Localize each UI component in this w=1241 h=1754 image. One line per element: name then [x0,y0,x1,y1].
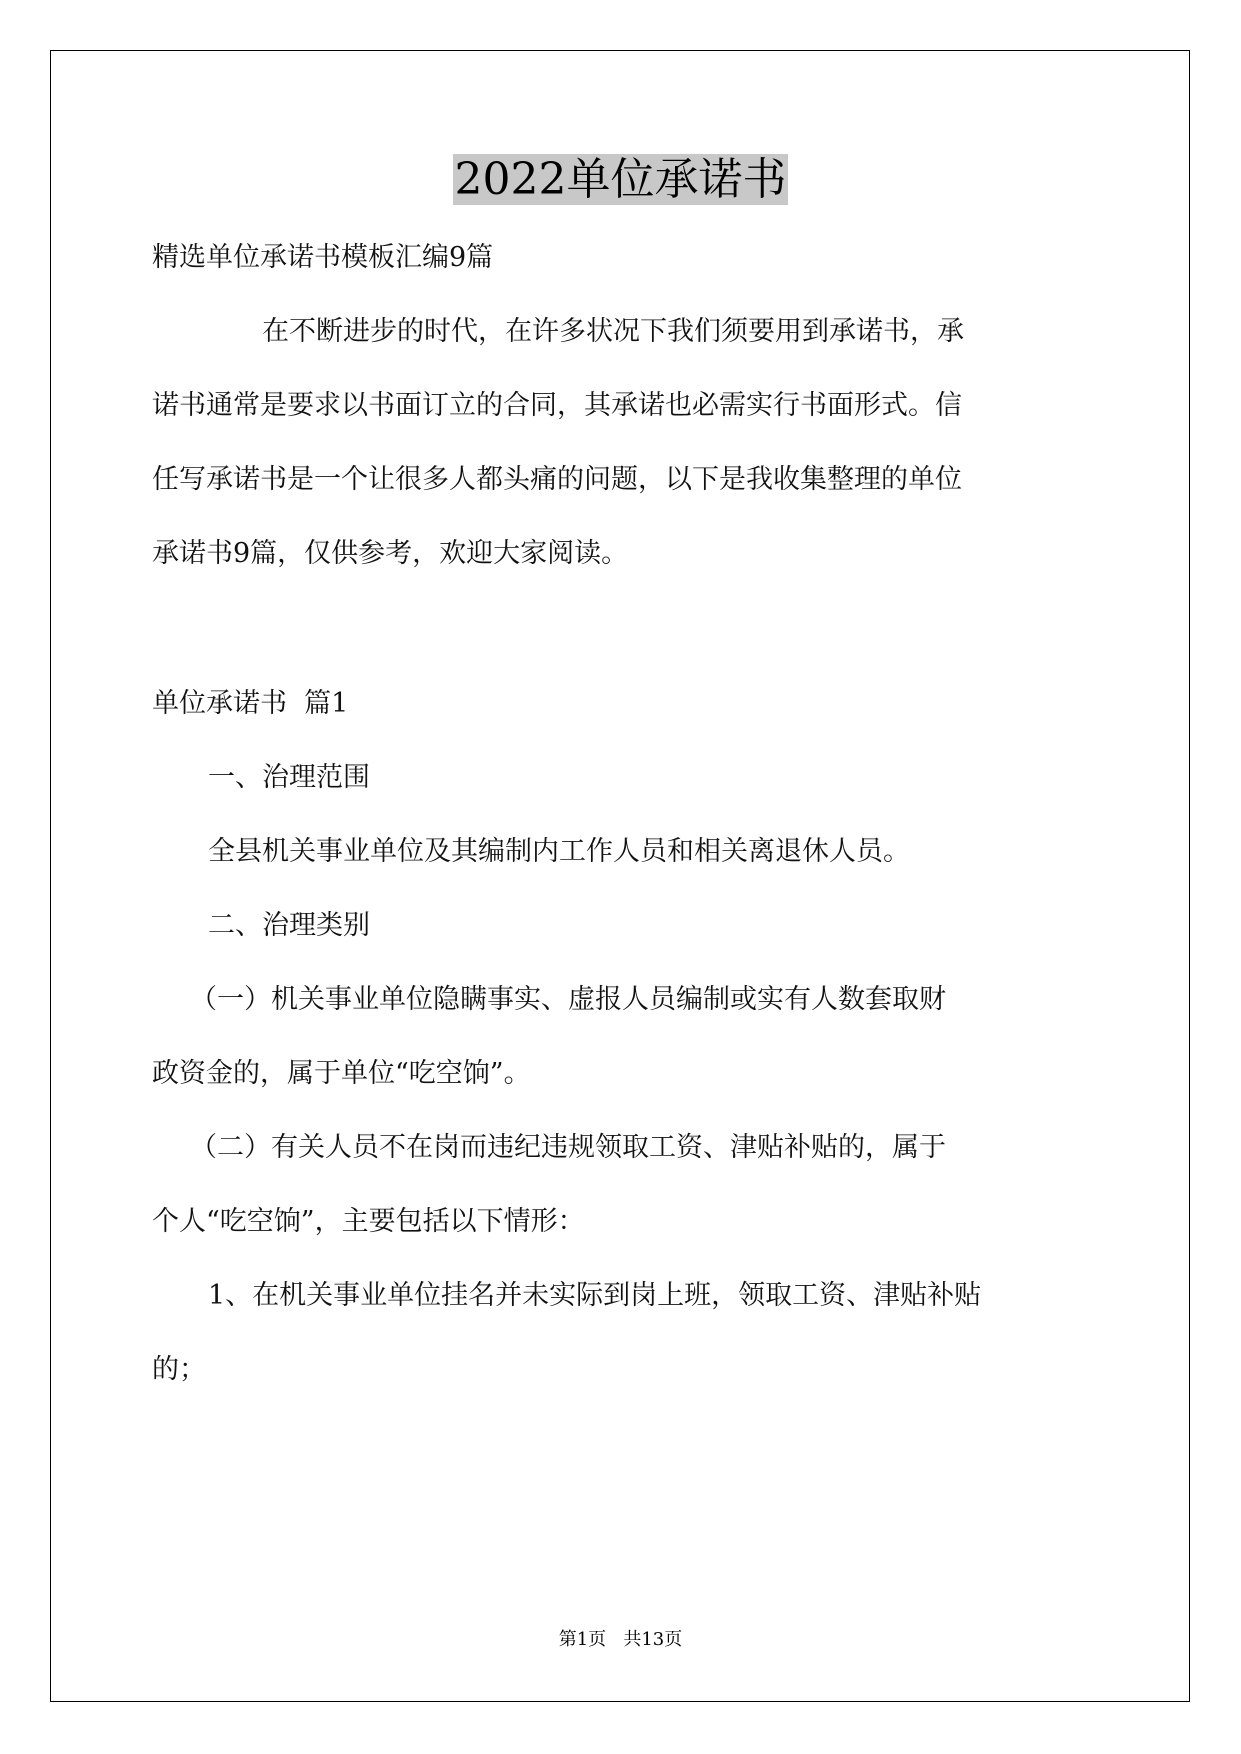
item1-line-2: 政资金的，属于单位“吃空饷”。 [152,1058,531,1089]
section1-title: 一、治理范围 [208,762,370,793]
item3-line-2: 的； [152,1354,206,1385]
subtitle: 精选单位承诺书模板汇编9篇 [152,242,494,273]
section-heading: 单位承诺书 篇1 [152,688,349,719]
item3-line-1: 1、在机关事业单位挂名并未实际到岗上班，领取工资、津贴补贴 [208,1280,982,1311]
page-footer: 第1页 共13页 [558,1629,683,1650]
item1-line-1: （一）机关事业单位隐瞒事实、虚报人员编制或实有人数套取财 [190,984,946,1015]
section2-title: 二、治理类别 [208,910,370,941]
item2-line-1: （二）有关人员不在岗而违纪违规领取工资、津贴补贴的，属于 [190,1132,946,1163]
intro-line-2: 诺书通常是要求以书面订立的合同，其承诺也必需实行书面形式。信 [152,390,962,421]
section1-text: 全县机关事业单位及其编制内工作人员和相关离退休人员。 [208,836,910,867]
intro-line-3: 任写承诺书是一个让很多人都头痛的问题，以下是我收集整理的单位 [152,464,962,495]
document-title: 2022单位承诺书 [454,154,787,205]
item2-line-2: 个人“吃空饷”，主要包括以下情形： [152,1206,585,1237]
intro-line-4: 承诺书9篇，仅供参考，欢迎大家阅读。 [152,538,629,569]
intro-line-1: 在不断进步的时代，在许多状况下我们须要用到承诺书，承 [262,316,964,347]
page-border [50,50,1190,1702]
